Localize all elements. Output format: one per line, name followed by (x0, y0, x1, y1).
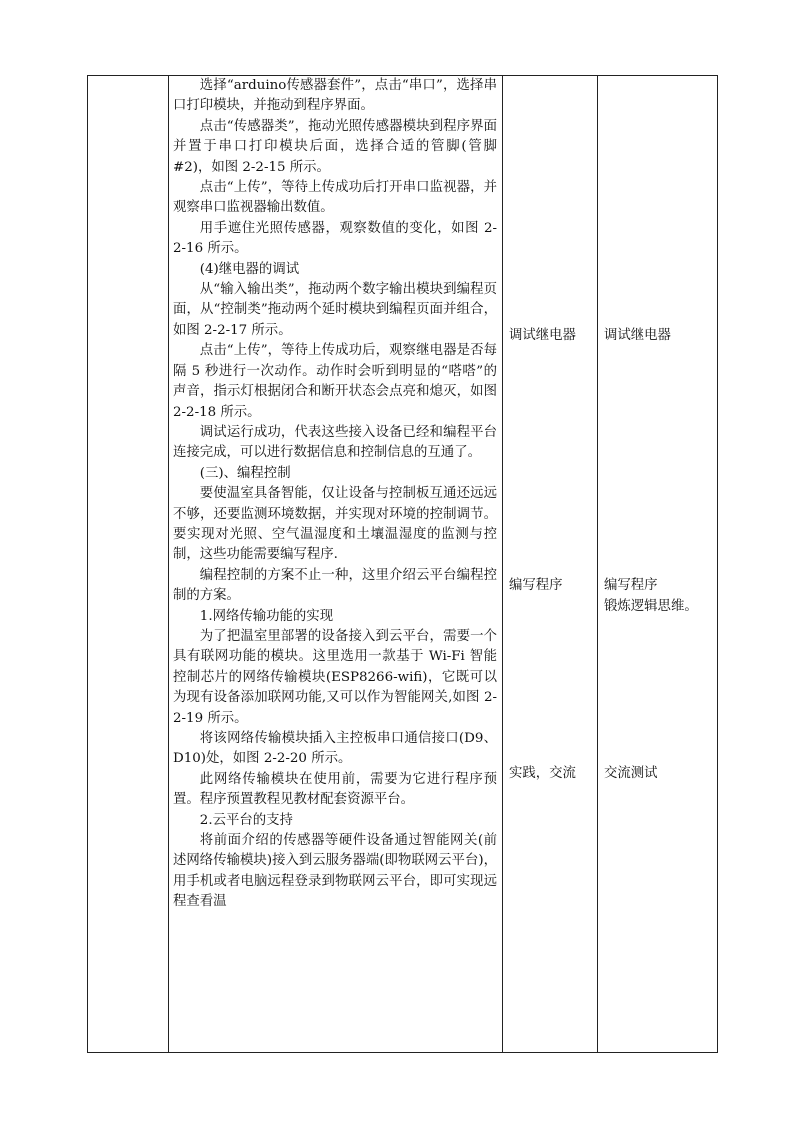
paragraph: 用手遮住光照传感器，观察数值的变化，如图 2-2-16 所示。 (173, 220, 497, 257)
table-row (88, 76, 718, 1053)
lesson-plan-table (87, 75, 718, 1053)
teacher-activity-cell (503, 76, 598, 1053)
intent-label: 调试继电器 (604, 328, 671, 343)
activity-label: 实践，交流 (509, 766, 576, 781)
section-heading: (4)继电器的调试 (199, 261, 300, 277)
paragraph: 为了把温室里部署的设备接入到云平台，需要一个具有联网功能的模块。这里选用一款基于 Wi-Fi 智能控制芯片的网络传输模块(ESP8266-wifi)，它既可以为现有设备添加联网功能,又可以作为智能网关,如图 2-2-19 所示。 (173, 628, 497, 726)
paragraph: 编程控制的方案不止一种，这里介绍云平台编程控制的方案。 (173, 567, 497, 604)
activity-label: 编写程序 (509, 578, 563, 593)
intent-label: 交流测试 (604, 766, 658, 781)
paragraph: 从“输入输出类”，拖动两个数字输出模块到编程页面，从“控制类”拖动两个延时模块到编程页面并组合，如图 2-2-17 所示。 (173, 282, 497, 338)
empty-column-cell (88, 76, 169, 1053)
paragraph: 选择“arduino传感器套件”，点击“串口”，选择串口打印模块，并拖动到程序界面。 (173, 78, 497, 114)
paragraph: 将该网络传输模块插入主控板串口通信接口(D9、D10)处，如图 2-2-20 所示。 (173, 731, 497, 767)
section-heading: 2.云平台的支持 (199, 812, 293, 828)
intent-label: 锻炼逻辑思维。 (604, 599, 698, 614)
section-heading: (三)、编程控制 (199, 465, 291, 481)
section-heading: 1.网络传输功能的实现 (199, 608, 334, 624)
paragraph: 点击“传感器类”，拖动光照传感器模块到程序界面并置于串口打印模块后面，选择合适的管脚(管脚#2)，如图 2-2-15 所示。 (173, 118, 497, 175)
design-intent-cell (598, 76, 718, 1053)
teaching-content-cell (169, 76, 503, 1053)
activity-label: 调试继电器 (509, 328, 576, 343)
intent-label: 编写程序 (604, 578, 658, 593)
paragraph: 点击“上传”，等待上传成功后打开串口监视器，并观察串口监视器输出数值。 (173, 180, 497, 216)
paragraph: 此网络传输模块在使用前，需要为它进行程序预置。程序预置教程见教材配套资源平台。 (173, 771, 497, 808)
paragraph: 将前面介绍的传感器等硬件设备通过智能网关(前述网络传输模块)接入到云服务器端(即物联网云平台)，用手机或者电脑远程登录到物联网云平台，即可实现远程查看温 (173, 833, 497, 910)
paragraph: 要使温室具备智能，仅让设备与控制板互通还远远不够，还要监测环境数据，并实现对环境的控制调节。要实现对光照、空气温湿度和土壤温湿度的监测与控制，这些功能需要编写程序. (173, 486, 497, 563)
paragraph: 调试运行成功，代表这些接入设备已经和编程平台连接完成，可以进行数据信息和控制信息的互通了。 (173, 424, 497, 461)
paragraph: 点击“上传”，等待上传成功后，观察继电器是否每隔 5 秒进行一次动作。动作时会听到明显的“嗒嗒”的声音，指示灯根据闭合和断开状态会点亮和熄灭，如图 2-2-18 所示。 (173, 343, 497, 420)
